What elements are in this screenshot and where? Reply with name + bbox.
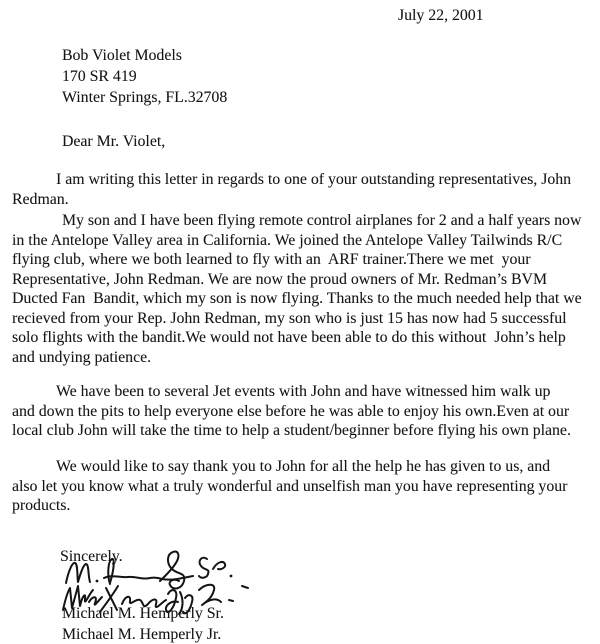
paragraph-line: Redman. <box>12 190 69 208</box>
paragraph-line: and down the pits to help everyone else before he was able to enjoy his own.Even at our <box>12 402 570 420</box>
paragraph-line: local club John will take the time to help a student/beginner before flying his own plane. <box>12 422 571 439</box>
typed-signer-names <box>62 604 224 644</box>
paragraph-line: flying club, where we both learned to fly with an ARF trainer.There we met your <box>12 251 531 268</box>
recipient-street: 170 SR 419 <box>62 67 137 85</box>
body-paragraph-1 <box>12 170 571 209</box>
paragraph-line: We have been to several Jet events with John and have witnessed him walk up <box>56 383 551 400</box>
paragraph-line: products. <box>12 497 71 514</box>
letter-date: July 22, 2001 <box>398 7 484 24</box>
signature-michael-sr-icon <box>66 552 248 589</box>
paragraph-line: My son and I have been flying remote control airplanes for 2 and a half years now <box>62 212 582 229</box>
body-paragraph-4 <box>12 457 567 516</box>
paragraph-line: We would like to say thank you to John for all the help he has given to us, and <box>56 458 551 475</box>
paragraph-line: Ducted Fan Bandit, which my son is now flying. Thanks to the much needed help that we <box>12 290 582 307</box>
recipient-name: Bob Violet Models <box>62 47 182 64</box>
body-paragraph-2 <box>12 211 582 367</box>
salutation: Dear Mr. Violet, <box>62 133 166 150</box>
signer-name-jr: Michael M. Hemperly Jr. <box>62 625 222 643</box>
signer-name-sr: Michael M. Hemperly Sr. <box>62 605 224 622</box>
recipient-address <box>62 46 227 108</box>
paragraph-line: also let you know what a truly wonderful and unselfish man you have representing your <box>12 477 568 495</box>
body-paragraph-3 <box>12 382 571 441</box>
closing-salutation: Sincerely. <box>60 548 123 565</box>
recipient-city-state-zip: Winter Springs, FL.32708 <box>62 88 228 106</box>
paragraph-line: and undying patience. <box>12 348 152 366</box>
paragraph-line: solo flights with the bandit.We would not have been able to do this without John’s help <box>12 329 566 346</box>
paragraph-line: in the Antelope Valley area in California. We joined the Antelope Valley Tailwinds R/C <box>12 231 563 249</box>
paragraph-line: recieved from your Rep. John Redman, my son who is just 15 has now had 5 successful <box>12 309 567 327</box>
paragraph-line: Representative, John Redman. We are now the proud owners of Mr. Redman’s BVM <box>12 270 547 288</box>
paragraph-line: I am writing this letter in regards to one of your outstanding representatives, John <box>56 171 572 188</box>
